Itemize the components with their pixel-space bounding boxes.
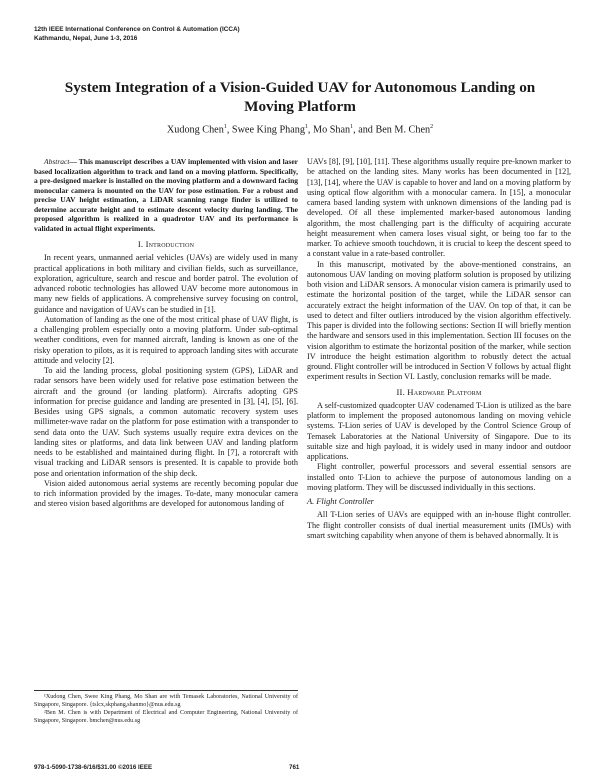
footnote-affiliation-2: ²Ben M. Chen is with Department of Electrical and Computer Engineering, National University of Singapore, Singapore. bmchen@nus.edu.sg bbox=[34, 710, 298, 724]
author-affiliation-mark: 1 bbox=[350, 124, 354, 130]
conference-location: Kathmandu, Nepal, June 1-3, 2016 bbox=[34, 34, 138, 42]
author-name: Xudong Chen bbox=[166, 124, 224, 136]
footnote-affiliation-1: ¹Xudong Chen, Swee King Phang, Mo Shan are with Temasek Laboratories, National University of Singapore, Singapore. {tslcx,skphang,shanmo}@nus.edu.sg bbox=[34, 694, 298, 708]
abstract bbox=[34, 157, 298, 233]
conference-name: 12th IEEE International Conference on Control & Automation (ICCA) bbox=[34, 26, 240, 33]
author-name: , Swee King Phang bbox=[226, 124, 305, 136]
section-heading-introduction: I. Introduction bbox=[137, 239, 195, 249]
hardware-paragraph: A self-customized quadcopter UAV codenamed T-Lion is utilized as the bare platform to implement the proposed autonomous landing on moving vehicle systems. T-Lion series of UAV is developed by the Control Science Group of Temasek Laboratories at the National University of Singapore. Due to its suitable size and high payload, it is widely used in many indoor and outdoor applications. bbox=[307, 400, 571, 461]
subsection-heading-flight-controller: A. Flight Controller bbox=[307, 497, 374, 506]
author-list bbox=[40, 124, 560, 135]
conference-header bbox=[34, 26, 240, 43]
hardware-paragraph: Flight controller, powerful processors and several essential sensors are installed onto T-Lion to achieve the purpose of autonomous landing on a moving platform. They will be discussed individually in this sections. bbox=[307, 462, 571, 492]
intro-paragraph: Vision aided autonomous aerial systems are recently becoming popular due to rich information provided by the images. To-date, many monocular camera and stereo vision based algorithms are developed for autonomous landing of bbox=[34, 478, 298, 509]
isbn-copyright: 978-1-5090-1738-6/16/$31.00 ©2016 IEEE bbox=[34, 764, 153, 771]
author-affiliation-mark: 1 bbox=[304, 124, 308, 130]
author-name: , Mo Shan bbox=[307, 124, 351, 136]
flight-controller-paragraph: All T-Lion series of UAVs are equipped with an in-house flight controller. The flight controller consists of dual inertial measurement units (IMUs) with smart switching capability when anyone of them is behaved abnormally. It is bbox=[307, 510, 571, 540]
right-column bbox=[307, 157, 571, 541]
intro-paragraph: In recent years, unmanned aerial vehicles (UAVs) are widely used in many practical applications in both military and civilian fields, such as surveillance, exploration, agriculture, search and rescue and border patrol. The evolution of advanced robotic technologies has allowed UAV become more autonomous in many new fields of applications. A comprehensive survey focusing on control, guidance and navigation of UAVs can be studied in [1]. bbox=[34, 253, 298, 314]
footnotes bbox=[34, 690, 298, 726]
paper-title: System Integration of a Vision-Guided UAV for Autonomous Landing on Moving Platform bbox=[64, 79, 536, 115]
intro-paragraph: To aid the landing process, global positioning system (GPS), LiDAR and radar sensors have been widely used for relative pose estimation between the aircraft and the ground (or landing platform). Aircrafts adopting GPS information for precise guidance and landing are presented in [3], [4], [5], [6]. Besides using GPS signals, a common automatic recovery system uses millimeter-wave radar on the platform for pose estimation with a transponder to send data onto the UAV. Such systems usually require extra devices on the landing sites or platforms, and data link between UAV and landing platform needs to be established and maintained during flight. In [7], a rotorcraft with visual tracking and LiDAR sensors is presented. It is capable to provide both pose and orientation information of the ship deck. bbox=[34, 366, 298, 478]
author-name: , and Ben M. Chen bbox=[353, 124, 431, 136]
intro-paragraph-continued: UAVs [8], [9], [10], [11]. These algorithms usually require pre-known marker to be attached on the landing sites. Many works has been documented in [12], [13], [14], where the UAV is capable to hover and land on a moving platform by using optical flow algorithm with a monocular camera. In [15], a monocular camera based landing system with unknown dimensions of the landing pad is developed. Of all these implemented marker-based autonomous landing algorithm, the most challenging part is the difficulty of acquiring accurate height measurement when camera loses visual sight, or being too far to the marker. To achieve smooth touchdown, it is crucial to keep the descent speed to a constant value in a rate-based controller. bbox=[307, 157, 571, 259]
author-affiliation-mark: 1 bbox=[223, 124, 227, 130]
author-affiliation-mark: 2 bbox=[430, 124, 434, 130]
page-number: 761 bbox=[289, 764, 300, 771]
abstract-lead: Abstract bbox=[44, 157, 70, 166]
abstract-text: — This manuscript describes a UAV implemented with vision and laser based localization algorithm to track and land on a moving platform. Specifically, a pre-designed marker is installed on the moving platform and a downward facing monocular camera is mounted on the UAV for pose estimation. For a robust and precise UAV height estimation, a LiDAR scanning range finder is utilized to determine accurate height and to estimate descent velocity during landing. The proposed algorithm is realized in a quadrotor UAV and its performance is validated in actual flight experiments. bbox=[34, 157, 298, 233]
section-heading-hardware-platform: II. Hardware Platform bbox=[396, 386, 482, 397]
left-column bbox=[34, 157, 298, 510]
intro-paragraph: In this manuscript, motivated by the above-mentioned constrains, an autonomous UAV landing on moving platform solution is proposed by utilizing both vision and LiDAR sensors. A monocular vision camera is primarily used to estimate the horizontal position of the target, while the LiDAR sensor can accurately extract the height information of the UAV. On top of that, it can be used to detect and filter outliers introduced by the vision algorithm effectively. This paper is divided into the following sections: Section II will briefly mention the hardware and sensors used in this implementation. Section III focuses on the vision algorithm to estimate the horizontal position of the marker, while section IV introduce the height estimation algorithm to robustly detect the actual ground. Flight controller will be introduced in Section V follows by actual flight experiment results in Section VI. Lastly, conclusion remarks will be made. bbox=[307, 259, 571, 382]
intro-paragraph: Automation of landing as the one of the most critical phase of UAV flight, is a challenging problem especially onto a moving platform. Under sub-optimal weather conditions, even for manned aircraft, landing is known as one of the risky operation to pilots, as it is required to approach landing sites with accurate attitude and velocity [2]. bbox=[34, 314, 298, 365]
